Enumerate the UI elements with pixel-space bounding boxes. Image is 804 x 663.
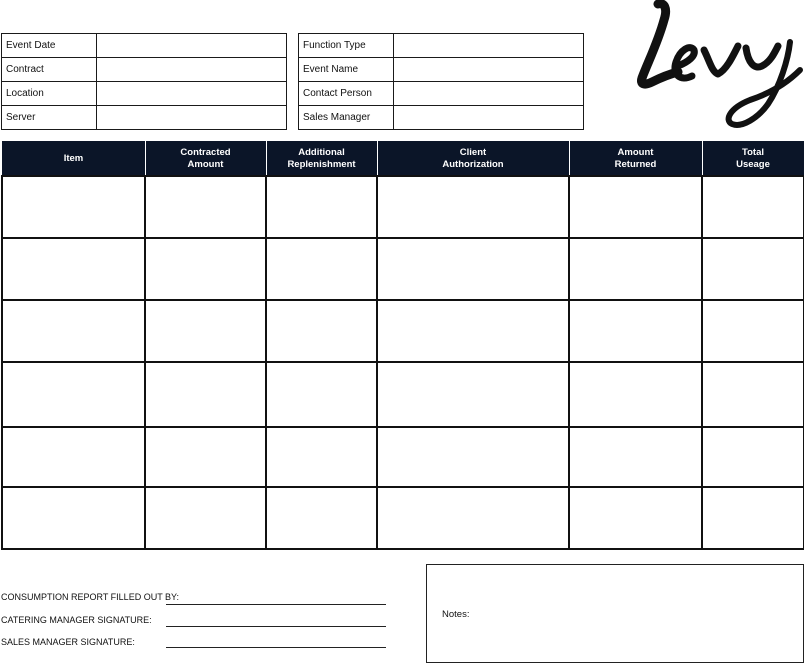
sales-manager-label: Sales Manager (299, 106, 394, 130)
table-cell[interactable] (145, 427, 266, 487)
server-label: Server (2, 106, 97, 130)
table-cell[interactable] (2, 427, 145, 487)
contact-person-field[interactable] (394, 82, 584, 106)
table-cell[interactable] (2, 238, 145, 300)
table-cell[interactable] (145, 300, 266, 362)
event-date-label: Event Date (2, 34, 97, 58)
levy-logo (630, 0, 804, 132)
table-cell[interactable] (2, 176, 145, 238)
table-cell[interactable] (377, 300, 569, 362)
table-cell[interactable] (145, 176, 266, 238)
table-cell[interactable] (569, 300, 702, 362)
table-cell[interactable] (569, 362, 702, 427)
contact-person-label: Contact Person (299, 82, 394, 106)
table-cell[interactable] (2, 487, 145, 549)
column-header-client-authorization: Client Authorization (377, 142, 569, 177)
table-cell[interactable] (377, 427, 569, 487)
table-cell[interactable] (377, 176, 569, 238)
table-row (2, 427, 804, 487)
table-cell[interactable] (702, 427, 804, 487)
table-cell[interactable] (702, 300, 804, 362)
info-row (299, 58, 584, 82)
table-cell[interactable] (569, 487, 702, 549)
column-header-contracted-amount: Contracted Amount (145, 142, 266, 177)
table-row (2, 176, 804, 238)
info-row (299, 34, 584, 58)
column-header-total-useage: Total Useage (702, 142, 804, 177)
table-cell[interactable] (702, 238, 804, 300)
table-cell[interactable] (145, 238, 266, 300)
function-type-label: Function Type (299, 34, 394, 58)
info-row (2, 106, 287, 130)
sales-manager-field[interactable] (394, 106, 584, 130)
notes-box[interactable] (426, 564, 804, 663)
event-info-table-left (1, 33, 287, 130)
table-cell[interactable] (266, 238, 377, 300)
consumption-table (1, 141, 804, 550)
table-cell[interactable] (266, 427, 377, 487)
info-row (2, 58, 287, 82)
event-name-label: Event Name (299, 58, 394, 82)
notes-label: Notes: (442, 609, 470, 620)
contract-field[interactable] (97, 58, 287, 82)
contract-label: Contract (2, 58, 97, 82)
table-cell[interactable] (266, 176, 377, 238)
location-field[interactable] (97, 82, 287, 106)
function-type-field[interactable] (394, 34, 584, 58)
sales-manager-signature-line[interactable] (166, 647, 386, 648)
info-row (299, 82, 584, 106)
column-header-item: Item (2, 142, 145, 177)
filled-by-label: CONSUMPTION REPORT FILLED OUT BY: (1, 592, 180, 602)
info-row (2, 82, 287, 106)
table-cell[interactable] (377, 487, 569, 549)
table-header-row (2, 142, 804, 177)
info-row (2, 34, 287, 58)
column-header-additional-replenishment: Additional Replenishment (266, 142, 377, 177)
table-row (2, 238, 804, 300)
column-header-amount-returned: Amount Returned (569, 142, 702, 177)
event-name-field[interactable] (394, 58, 584, 82)
server-field[interactable] (97, 106, 287, 130)
table-cell[interactable] (569, 176, 702, 238)
catering-manager-signature-line[interactable] (166, 626, 386, 627)
table-row (2, 362, 804, 427)
location-label: Location (2, 82, 97, 106)
table-cell[interactable] (702, 176, 804, 238)
table-cell[interactable] (2, 362, 145, 427)
catering-manager-signature-label: CATERING MANAGER SIGNATURE: (1, 615, 152, 625)
table-row (2, 487, 804, 549)
filled-by-signature-line[interactable] (166, 604, 386, 605)
info-row (299, 106, 584, 130)
table-cell[interactable] (266, 362, 377, 427)
table-cell[interactable] (266, 300, 377, 362)
table-cell[interactable] (377, 362, 569, 427)
table-row (2, 300, 804, 362)
event-info-table-right (298, 33, 584, 130)
table-cell[interactable] (702, 362, 804, 427)
event-date-field[interactable] (97, 34, 287, 58)
table-cell[interactable] (145, 487, 266, 549)
sales-manager-signature-label: SALES MANAGER SIGNATURE: (1, 637, 135, 647)
table-cell[interactable] (377, 238, 569, 300)
table-cell[interactable] (569, 427, 702, 487)
table-cell[interactable] (702, 487, 804, 549)
table-cell[interactable] (266, 487, 377, 549)
table-cell[interactable] (569, 238, 702, 300)
table-cell[interactable] (145, 362, 266, 427)
table-cell[interactable] (2, 300, 145, 362)
